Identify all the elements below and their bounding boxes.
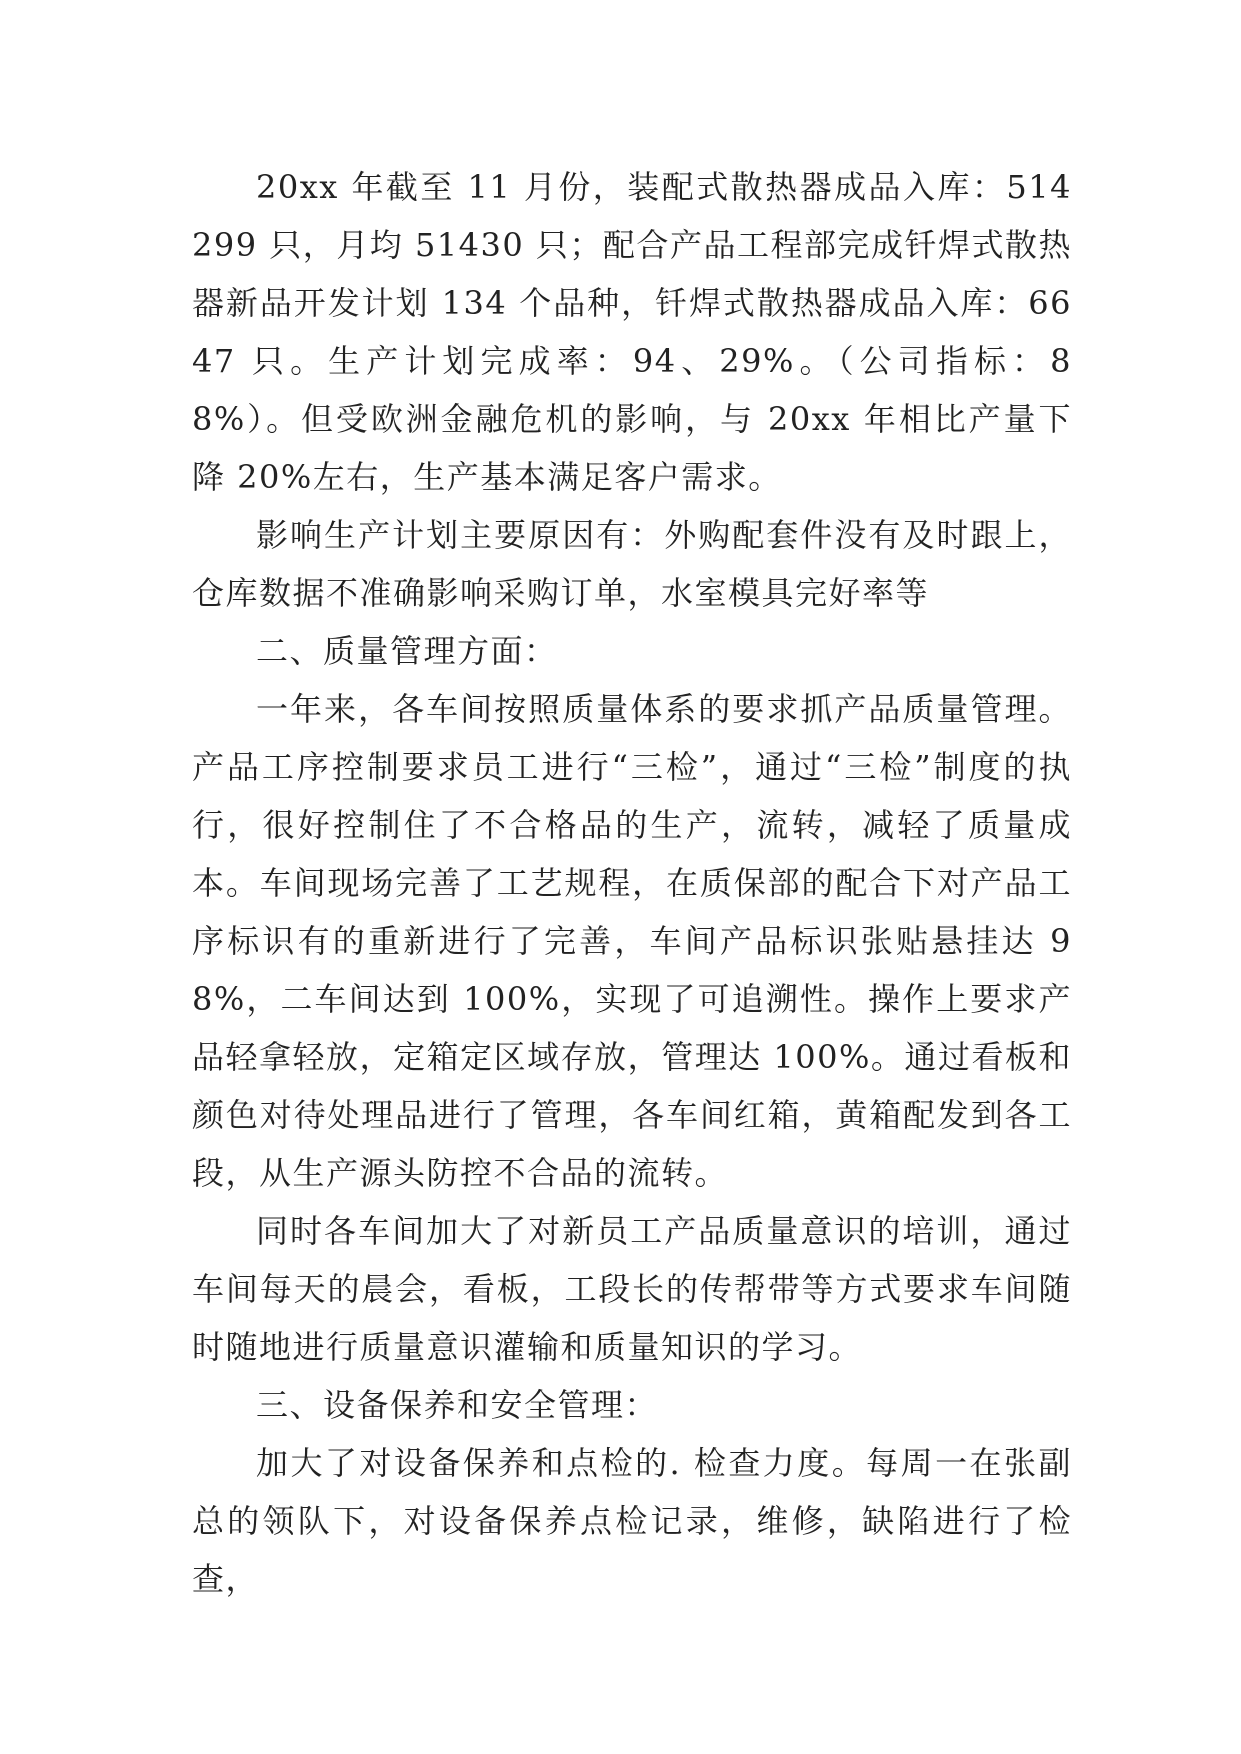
document-body (192, 158, 1072, 1608)
paragraph-equipment-inspection: 加大了对设备保养和点检的. 检查力度。每周一在张副总的领队下，对设备保养点检记录，维修，缺陷进行了检查， (192, 1444, 1072, 1598)
section-heading-equipment-safety: 三、设备保养和安全管理： (256, 1386, 659, 1424)
paragraph-quality-management: 一年来，各车间按照质量体系的要求抓产品质量管理。产品工序控制要求员工进行“三检”，通过“三检”制度的执行，很好控制住了不合格品的生产，流转，减轻了质量成本。车间现场完善了工艺规程，在质保部的配合下对产品工序标识有的重新进行了完善，车间产品标识张贴悬挂达 98%，二车间达到 100%，实现了可追溯性。操作上要求产品轻拿轻放，定箱定区域存放，管理达 100%。通过看板和颜色对待处理品进行了管理，各车间红箱，黄箱配发到各工段，从生产源头防控不合品的流转。 (192, 690, 1072, 1192)
section-heading-quality-management: 二、质量管理方面： (256, 632, 558, 670)
paragraph-quality-training: 同时各车间加大了对新员工产品质量意识的培训，通过车间每天的晨会，看板，工段长的传帮带等方式要求车间随时随地进行质量意识灌输和质量知识的学习。 (192, 1212, 1072, 1366)
paragraph-production-summary: 20xx 年截至 11 月份，装配式散热器成品入库：514299 只，月均 51430 只；配合产品工程部完成钎焊式散热器新品开发计划 134 个品种，钎焊式散热器成品入库：6647 只。生产计划完成率：94、29%。（公司指标：88%）。但受欧洲金融危机的影响，与 20xx 年相比产量下降 20%左右，生产基本满足客户需求。 (192, 168, 1072, 496)
paragraph-production-causes: 影响生产计划主要原因有：外购配套件没有及时跟上，仓库数据不准确影响采购订单，水室模具完好率等 (192, 516, 1072, 612)
